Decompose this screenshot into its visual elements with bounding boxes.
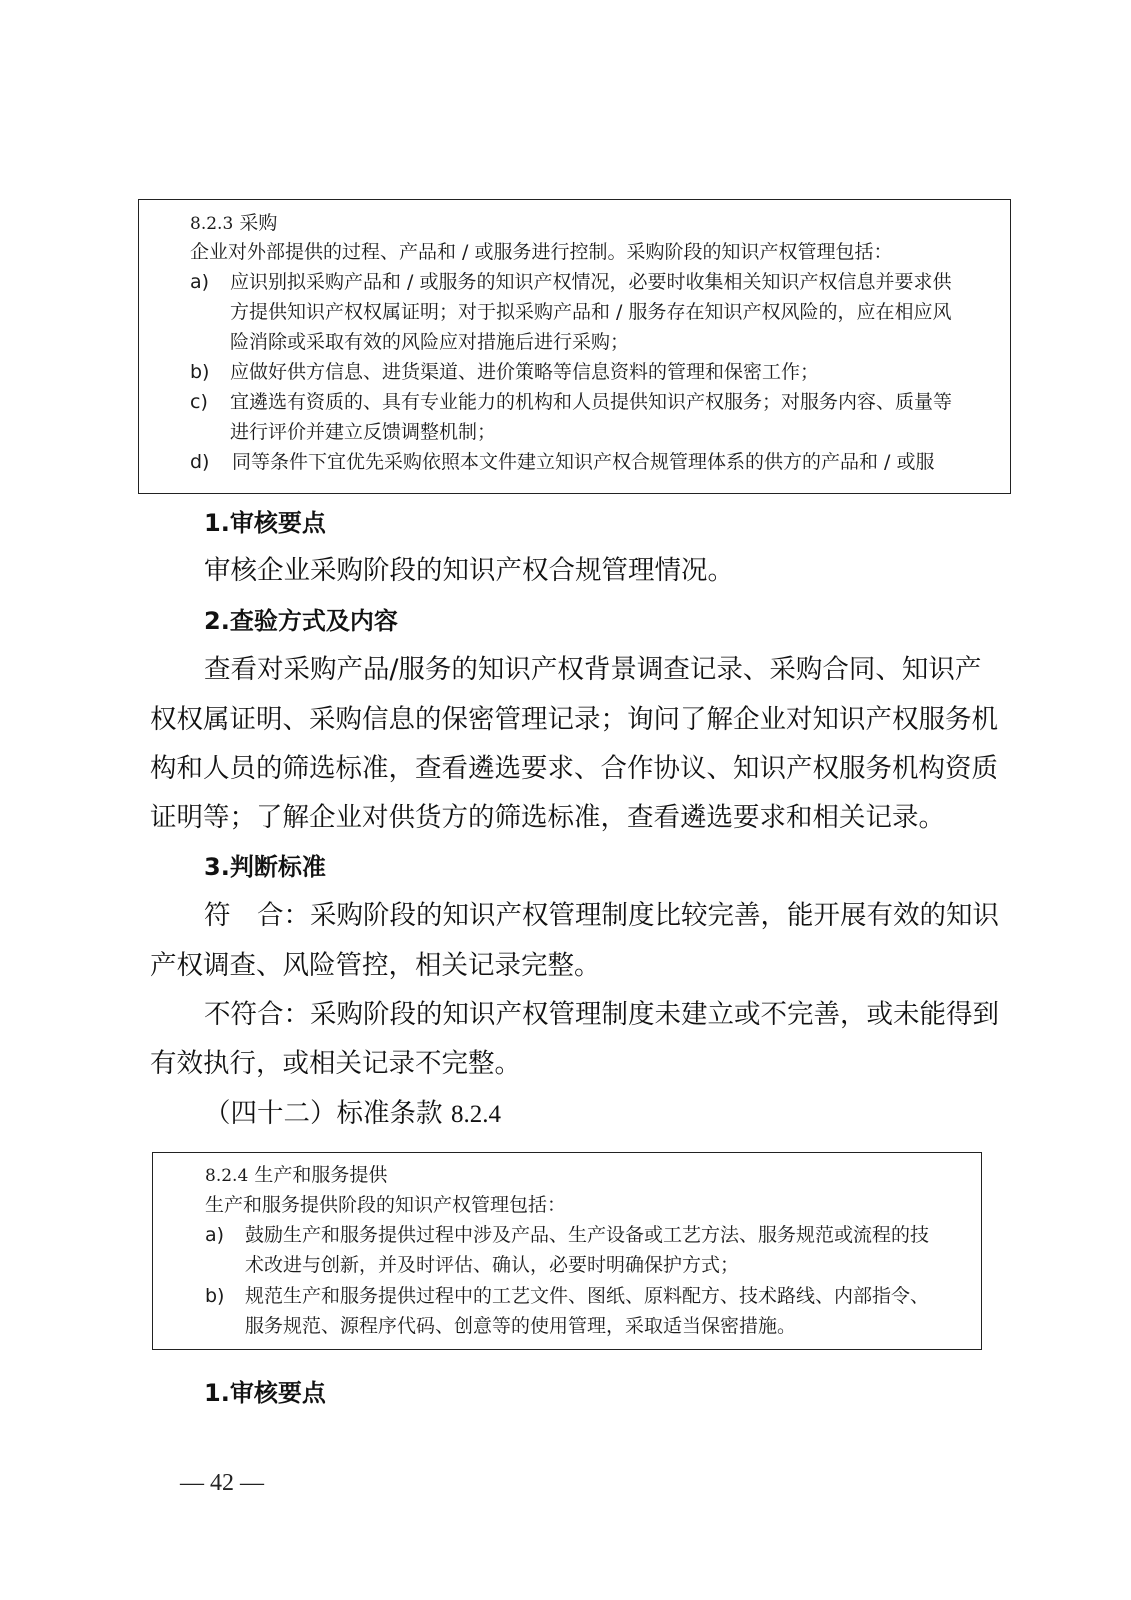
- box2-item-b-line2: 服务规范、源程序代码、创意等的使用管理，采取适当保密措施。: [245, 1315, 797, 1337]
- box2-title-text: 生产和服务提供: [254, 1164, 388, 1186]
- clause-heading-8-2-4: [204, 1096, 501, 1133]
- box1-item-a-line3: 险消除或采取有效的风险应对措施后进行采购；: [230, 331, 630, 353]
- box2-item-b-marker: b): [205, 1285, 225, 1307]
- box1-item-d-line1: 同等条件下宜优先采购依照本文件建立知识产权合规管理体系的供方的产品和 / 或服: [232, 451, 935, 473]
- para-conform-line2: 产权调查、风险管控，相关记录完整。: [150, 950, 601, 981]
- box1-item-a-marker: a): [190, 271, 210, 293]
- clause-heading-text: （四十二）标准条款: [204, 1098, 443, 1129]
- para-inspection-line1: 查看对采购产品/服务的知识产权背景调查记录、采购合同、知识产: [204, 654, 982, 685]
- heading-audit-points: 1.审核要点: [204, 509, 326, 537]
- box2-title: [205, 1163, 387, 1188]
- box1-item-a-line1: 应识别拟采购产品和 / 或服务的知识产权情况，必要时收集相关知识产权信息并要求供: [230, 271, 952, 293]
- box1-item-c-line1: 宜遴选有资质的、具有专业能力的机构和人员提供知识产权服务；对服务内容、质量等: [230, 391, 953, 413]
- box1-item-b-line1: 应做好供方信息、进货渠道、进价策略等信息资料的管理和保密工作；: [230, 361, 820, 383]
- box1-intro: 企业对外部提供的过程、产品和 / 或服务进行控制。采购阶段的知识产权管理包括：: [190, 241, 893, 263]
- para-nonconform-line1: 不符合：采购阶段的知识产权管理制度未建立或不完善，或未能得到: [204, 999, 999, 1030]
- clause-heading-number: 8.2.4: [450, 1101, 501, 1128]
- box2-item-b-line1: 规范生产和服务提供过程中的工艺文件、图纸、原料配方、技术路线、内部指令、: [245, 1285, 930, 1307]
- box1-title: [190, 211, 277, 236]
- heading-audit-points-2: 1.审核要点: [204, 1379, 326, 1407]
- box1-item-b-marker: b): [190, 361, 210, 383]
- box2-title-number: 8.2.4: [205, 1166, 249, 1186]
- box1-item-a-line2: 方提供知识产权权属证明；对于拟采购产品和 / 服务存在知识产权风险的，应在相应风: [230, 301, 952, 323]
- page-number: — 42 —: [180, 1470, 264, 1496]
- box1-item-c-marker: c): [190, 391, 208, 413]
- para-inspection-line3: 构和人员的筛选标准，查看遴选要求、合作协议、知识产权服务机构资质: [150, 753, 998, 784]
- para-conform-line1: 符 合：采购阶段的知识产权管理制度比较完善，能开展有效的知识: [204, 900, 999, 931]
- heading-inspection-method: 2.查验方式及内容: [204, 607, 398, 635]
- box2-item-a-line1: 鼓励生产和服务提供过程中涉及产品、生产设备或工艺方法、服务规范或流程的技: [245, 1224, 930, 1246]
- para-inspection-line4: 证明等；了解企业对供货方的筛选标准，查看遴选要求和相关记录。: [150, 802, 945, 833]
- box1-title-number: 8.2.3: [190, 214, 234, 234]
- para-audit-points-line1: 审核企业采购阶段的知识产权合规管理情况。: [204, 555, 734, 586]
- para-inspection-line2: 权权属证明、采购信息的保密管理记录；询问了解企业对知识产权服务机: [150, 704, 998, 735]
- box1-title-text: 采购: [239, 212, 278, 234]
- box1-item-c-line2: 进行评价并建立反馈调整机制；: [230, 421, 497, 443]
- heading-judgement-criteria: 3.判断标准: [204, 853, 326, 881]
- box1-item-d-marker: d): [190, 451, 210, 473]
- box2-item-a-line2: 术改进与创新，并及时评估、确认，必要时明确保护方式；: [245, 1254, 740, 1276]
- box2-item-a-marker: a): [205, 1224, 225, 1246]
- para-nonconform-line2: 有效执行，或相关记录不完整。: [150, 1048, 521, 1079]
- box2-intro: 生产和服务提供阶段的知识产权管理包括：: [205, 1194, 567, 1216]
